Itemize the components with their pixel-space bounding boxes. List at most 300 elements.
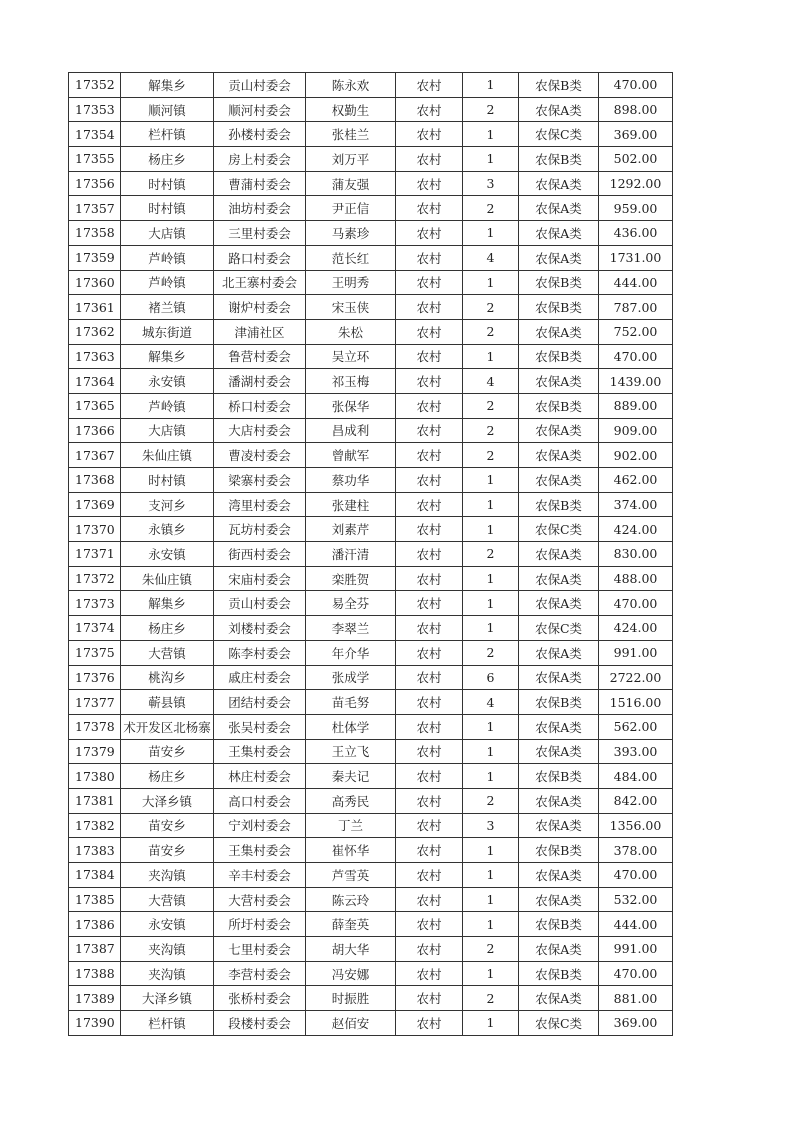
area-type-cell: 农村 bbox=[396, 640, 463, 665]
insurance-category-cell: 农保A类 bbox=[519, 665, 599, 690]
insurance-category-cell: 农保A类 bbox=[519, 443, 599, 468]
insurance-category-cell: 农保A类 bbox=[519, 937, 599, 962]
village-committee-cell: 湾里村委会 bbox=[214, 492, 306, 517]
table-row bbox=[69, 591, 673, 616]
area-type-cell: 农村 bbox=[396, 937, 463, 962]
record-id-cell: 17361 bbox=[69, 295, 121, 320]
village-committee-cell: 街西村委会 bbox=[214, 542, 306, 567]
record-id-cell: 17385 bbox=[69, 887, 121, 912]
village-committee-cell: 三里村委会 bbox=[214, 221, 306, 246]
household-count-cell: 1 bbox=[463, 912, 519, 937]
record-id-cell: 17380 bbox=[69, 764, 121, 789]
household-count-cell: 1 bbox=[463, 714, 519, 739]
area-type-cell: 农村 bbox=[396, 468, 463, 493]
household-count-cell: 2 bbox=[463, 196, 519, 221]
amount-cell: 830.00 bbox=[599, 542, 673, 567]
amount-cell: 889.00 bbox=[599, 393, 673, 418]
village-committee-cell: 王集村委会 bbox=[214, 838, 306, 863]
village-committee-cell: 张桥村委会 bbox=[214, 986, 306, 1011]
amount-cell: 470.00 bbox=[599, 961, 673, 986]
person-name-cell: 易全芬 bbox=[306, 591, 396, 616]
record-id-cell: 17358 bbox=[69, 221, 121, 246]
township-cell: 苗安乡 bbox=[121, 838, 214, 863]
township-cell: 大店镇 bbox=[121, 221, 214, 246]
record-id-cell: 17370 bbox=[69, 517, 121, 542]
township-cell: 褚兰镇 bbox=[121, 295, 214, 320]
township-cell: 时村镇 bbox=[121, 171, 214, 196]
village-committee-cell: 潘湖村委会 bbox=[214, 369, 306, 394]
person-name-cell: 刘万平 bbox=[306, 147, 396, 172]
insurance-category-cell: 农保B类 bbox=[519, 838, 599, 863]
amount-cell: 1292.00 bbox=[599, 171, 673, 196]
record-id-cell: 17376 bbox=[69, 665, 121, 690]
household-count-cell: 1 bbox=[463, 147, 519, 172]
insurance-category-cell: 农保B类 bbox=[519, 912, 599, 937]
record-id-cell: 17357 bbox=[69, 196, 121, 221]
area-type-cell: 农村 bbox=[396, 196, 463, 221]
amount-cell: 424.00 bbox=[599, 616, 673, 641]
area-type-cell: 农村 bbox=[396, 344, 463, 369]
table-row bbox=[69, 788, 673, 813]
table-row bbox=[69, 295, 673, 320]
table-row bbox=[69, 863, 673, 888]
township-cell: 芦岭镇 bbox=[121, 270, 214, 295]
insurance-category-cell: 农保A类 bbox=[519, 542, 599, 567]
person-name-cell: 高秀民 bbox=[306, 788, 396, 813]
person-name-cell: 李翠兰 bbox=[306, 616, 396, 641]
person-name-cell: 崔怀华 bbox=[306, 838, 396, 863]
village-committee-cell: 王集村委会 bbox=[214, 739, 306, 764]
table-row bbox=[69, 813, 673, 838]
household-count-cell: 2 bbox=[463, 443, 519, 468]
household-count-cell: 1 bbox=[463, 591, 519, 616]
amount-cell: 1516.00 bbox=[599, 690, 673, 715]
record-id-cell: 17364 bbox=[69, 369, 121, 394]
table-row bbox=[69, 1011, 673, 1036]
area-type-cell: 农村 bbox=[396, 838, 463, 863]
township-cell: 杨庄乡 bbox=[121, 616, 214, 641]
area-type-cell: 农村 bbox=[396, 961, 463, 986]
person-name-cell: 杜体学 bbox=[306, 714, 396, 739]
record-id-cell: 17388 bbox=[69, 961, 121, 986]
household-count-cell: 3 bbox=[463, 813, 519, 838]
person-name-cell: 宋玉侠 bbox=[306, 295, 396, 320]
area-type-cell: 农村 bbox=[396, 393, 463, 418]
household-count-cell: 1 bbox=[463, 468, 519, 493]
area-type-cell: 农村 bbox=[396, 764, 463, 789]
household-count-cell: 1 bbox=[463, 517, 519, 542]
table-row bbox=[69, 122, 673, 147]
record-id-cell: 17366 bbox=[69, 418, 121, 443]
village-committee-cell: 津浦社区 bbox=[214, 319, 306, 344]
area-type-cell: 农村 bbox=[396, 517, 463, 542]
record-id-cell: 17386 bbox=[69, 912, 121, 937]
household-count-cell: 1 bbox=[463, 270, 519, 295]
amount-cell: 502.00 bbox=[599, 147, 673, 172]
amount-cell: 470.00 bbox=[599, 591, 673, 616]
village-committee-cell: 张吴村委会 bbox=[214, 714, 306, 739]
household-count-cell: 1 bbox=[463, 1011, 519, 1036]
area-type-cell: 农村 bbox=[396, 369, 463, 394]
household-count-cell: 2 bbox=[463, 542, 519, 567]
person-name-cell: 陈永欢 bbox=[306, 73, 396, 98]
record-id-cell: 17359 bbox=[69, 245, 121, 270]
area-type-cell: 农村 bbox=[396, 986, 463, 1011]
township-cell: 夹沟镇 bbox=[121, 961, 214, 986]
village-committee-cell: 瓦坊村委会 bbox=[214, 517, 306, 542]
area-type-cell: 农村 bbox=[396, 147, 463, 172]
amount-cell: 378.00 bbox=[599, 838, 673, 863]
amount-cell: 444.00 bbox=[599, 270, 673, 295]
household-count-cell: 2 bbox=[463, 640, 519, 665]
insurance-category-cell: 农保C类 bbox=[519, 1011, 599, 1036]
table-row bbox=[69, 690, 673, 715]
area-type-cell: 农村 bbox=[396, 616, 463, 641]
amount-cell: 488.00 bbox=[599, 566, 673, 591]
household-count-cell: 1 bbox=[463, 961, 519, 986]
amount-cell: 1439.00 bbox=[599, 369, 673, 394]
amount-cell: 991.00 bbox=[599, 937, 673, 962]
village-committee-cell: 油坊村委会 bbox=[214, 196, 306, 221]
household-count-cell: 4 bbox=[463, 245, 519, 270]
record-id-cell: 17383 bbox=[69, 838, 121, 863]
township-cell: 苗安乡 bbox=[121, 813, 214, 838]
person-name-cell: 马素珍 bbox=[306, 221, 396, 246]
township-cell: 大泽乡镇 bbox=[121, 986, 214, 1011]
village-committee-cell: 北王寨村委会 bbox=[214, 270, 306, 295]
household-count-cell: 1 bbox=[463, 492, 519, 517]
village-committee-cell: 段楼村委会 bbox=[214, 1011, 306, 1036]
township-cell: 蕲县镇 bbox=[121, 690, 214, 715]
table-row bbox=[69, 616, 673, 641]
amount-cell: 444.00 bbox=[599, 912, 673, 937]
township-cell: 时村镇 bbox=[121, 196, 214, 221]
table-row bbox=[69, 566, 673, 591]
person-name-cell: 张成学 bbox=[306, 665, 396, 690]
record-id-cell: 17379 bbox=[69, 739, 121, 764]
table-row bbox=[69, 97, 673, 122]
person-name-cell: 蔡功华 bbox=[306, 468, 396, 493]
household-count-cell: 2 bbox=[463, 295, 519, 320]
record-id-cell: 17353 bbox=[69, 97, 121, 122]
person-name-cell: 陈云玲 bbox=[306, 887, 396, 912]
record-id-cell: 17372 bbox=[69, 566, 121, 591]
village-committee-cell: 刘楼村委会 bbox=[214, 616, 306, 641]
insurance-category-cell: 农保B类 bbox=[519, 764, 599, 789]
area-type-cell: 农村 bbox=[396, 295, 463, 320]
record-id-cell: 17365 bbox=[69, 393, 121, 418]
record-id-cell: 17377 bbox=[69, 690, 121, 715]
person-name-cell: 王明秀 bbox=[306, 270, 396, 295]
household-count-cell: 1 bbox=[463, 887, 519, 912]
household-count-cell: 1 bbox=[463, 838, 519, 863]
person-name-cell: 范长红 bbox=[306, 245, 396, 270]
person-name-cell: 张保华 bbox=[306, 393, 396, 418]
insurance-category-cell: 农保A类 bbox=[519, 863, 599, 888]
table-body bbox=[69, 73, 673, 1036]
person-name-cell: 昌成利 bbox=[306, 418, 396, 443]
insurance-category-cell: 农保A类 bbox=[519, 640, 599, 665]
person-name-cell: 刘素芹 bbox=[306, 517, 396, 542]
township-cell: 永安镇 bbox=[121, 542, 214, 567]
record-id-cell: 17381 bbox=[69, 788, 121, 813]
area-type-cell: 农村 bbox=[396, 245, 463, 270]
table-row bbox=[69, 517, 673, 542]
table-row bbox=[69, 665, 673, 690]
area-type-cell: 农村 bbox=[396, 813, 463, 838]
table-row bbox=[69, 764, 673, 789]
village-committee-cell: 宁刘村委会 bbox=[214, 813, 306, 838]
person-name-cell: 潘汗清 bbox=[306, 542, 396, 567]
village-committee-cell: 贡山村委会 bbox=[214, 73, 306, 98]
record-id-cell: 17384 bbox=[69, 863, 121, 888]
person-name-cell: 张桂兰 bbox=[306, 122, 396, 147]
amount-cell: 562.00 bbox=[599, 714, 673, 739]
table-row bbox=[69, 492, 673, 517]
village-committee-cell: 贡山村委会 bbox=[214, 591, 306, 616]
township-cell: 城东街道 bbox=[121, 319, 214, 344]
person-name-cell: 王立飞 bbox=[306, 739, 396, 764]
person-name-cell: 尹正信 bbox=[306, 196, 396, 221]
record-id-cell: 17389 bbox=[69, 986, 121, 1011]
insurance-category-cell: 农保B类 bbox=[519, 961, 599, 986]
person-name-cell: 芦雪英 bbox=[306, 863, 396, 888]
area-type-cell: 农村 bbox=[396, 591, 463, 616]
township-cell: 朱仙庄镇 bbox=[121, 443, 214, 468]
table-row bbox=[69, 196, 673, 221]
township-cell: 夹沟镇 bbox=[121, 937, 214, 962]
table-row bbox=[69, 838, 673, 863]
household-count-cell: 2 bbox=[463, 788, 519, 813]
insurance-category-cell: 农保A类 bbox=[519, 591, 599, 616]
village-committee-cell: 辛丰村委会 bbox=[214, 863, 306, 888]
village-committee-cell: 陈李村委会 bbox=[214, 640, 306, 665]
area-type-cell: 农村 bbox=[396, 690, 463, 715]
person-name-cell: 曾献军 bbox=[306, 443, 396, 468]
village-committee-cell: 林庄村委会 bbox=[214, 764, 306, 789]
village-committee-cell: 宋庙村委会 bbox=[214, 566, 306, 591]
record-id-cell: 17378 bbox=[69, 714, 121, 739]
person-name-cell: 冯安娜 bbox=[306, 961, 396, 986]
person-name-cell: 时振胜 bbox=[306, 986, 396, 1011]
township-cell: 术开发区北杨寨 bbox=[121, 714, 214, 739]
insurance-category-cell: 农保A类 bbox=[519, 245, 599, 270]
household-count-cell: 3 bbox=[463, 171, 519, 196]
township-cell: 时村镇 bbox=[121, 468, 214, 493]
amount-cell: 909.00 bbox=[599, 418, 673, 443]
household-count-cell: 2 bbox=[463, 937, 519, 962]
area-type-cell: 农村 bbox=[396, 665, 463, 690]
amount-cell: 898.00 bbox=[599, 97, 673, 122]
amount-cell: 470.00 bbox=[599, 344, 673, 369]
village-committee-cell: 戚庄村委会 bbox=[214, 665, 306, 690]
table-row bbox=[69, 443, 673, 468]
records-table bbox=[68, 72, 673, 1036]
insurance-category-cell: 农保C类 bbox=[519, 517, 599, 542]
amount-cell: 484.00 bbox=[599, 764, 673, 789]
area-type-cell: 农村 bbox=[396, 122, 463, 147]
person-name-cell: 薛奎英 bbox=[306, 912, 396, 937]
township-cell: 支河乡 bbox=[121, 492, 214, 517]
township-cell: 苗安乡 bbox=[121, 739, 214, 764]
table-row bbox=[69, 221, 673, 246]
insurance-category-cell: 农保B类 bbox=[519, 147, 599, 172]
person-name-cell: 秦夫记 bbox=[306, 764, 396, 789]
record-id-cell: 17371 bbox=[69, 542, 121, 567]
township-cell: 解集乡 bbox=[121, 344, 214, 369]
household-count-cell: 1 bbox=[463, 616, 519, 641]
area-type-cell: 农村 bbox=[396, 221, 463, 246]
person-name-cell: 吴立环 bbox=[306, 344, 396, 369]
insurance-category-cell: 农保A类 bbox=[519, 319, 599, 344]
household-count-cell: 2 bbox=[463, 319, 519, 344]
amount-cell: 369.00 bbox=[599, 122, 673, 147]
table-row bbox=[69, 542, 673, 567]
amount-cell: 902.00 bbox=[599, 443, 673, 468]
village-committee-cell: 七里村委会 bbox=[214, 937, 306, 962]
table-row bbox=[69, 171, 673, 196]
insurance-category-cell: 农保A类 bbox=[519, 986, 599, 1011]
village-committee-cell: 曹蒲村委会 bbox=[214, 171, 306, 196]
table-row bbox=[69, 912, 673, 937]
table-row bbox=[69, 739, 673, 764]
insurance-category-cell: 农保B类 bbox=[519, 690, 599, 715]
record-id-cell: 17356 bbox=[69, 171, 121, 196]
table-row bbox=[69, 986, 673, 1011]
area-type-cell: 农村 bbox=[396, 863, 463, 888]
area-type-cell: 农村 bbox=[396, 97, 463, 122]
insurance-category-cell: 农保A类 bbox=[519, 369, 599, 394]
record-id-cell: 17363 bbox=[69, 344, 121, 369]
table-row bbox=[69, 147, 673, 172]
village-committee-cell: 大店村委会 bbox=[214, 418, 306, 443]
amount-cell: 470.00 bbox=[599, 863, 673, 888]
insurance-category-cell: 农保A类 bbox=[519, 739, 599, 764]
insurance-category-cell: 农保A类 bbox=[519, 97, 599, 122]
household-count-cell: 1 bbox=[463, 566, 519, 591]
household-count-cell: 1 bbox=[463, 221, 519, 246]
township-cell: 杨庄乡 bbox=[121, 147, 214, 172]
township-cell: 栏杆镇 bbox=[121, 122, 214, 147]
insurance-category-cell: 农保B类 bbox=[519, 270, 599, 295]
village-committee-cell: 团结村委会 bbox=[214, 690, 306, 715]
amount-cell: 369.00 bbox=[599, 1011, 673, 1036]
household-count-cell: 1 bbox=[463, 73, 519, 98]
village-committee-cell: 大营村委会 bbox=[214, 887, 306, 912]
amount-cell: 787.00 bbox=[599, 295, 673, 320]
person-name-cell: 朱松 bbox=[306, 319, 396, 344]
insurance-category-cell: 农保B类 bbox=[519, 73, 599, 98]
record-id-cell: 17374 bbox=[69, 616, 121, 641]
village-committee-cell: 所圩村委会 bbox=[214, 912, 306, 937]
insurance-category-cell: 农保B类 bbox=[519, 295, 599, 320]
amount-cell: 842.00 bbox=[599, 788, 673, 813]
township-cell: 大泽乡镇 bbox=[121, 788, 214, 813]
household-count-cell: 4 bbox=[463, 690, 519, 715]
table-row bbox=[69, 640, 673, 665]
area-type-cell: 农村 bbox=[396, 73, 463, 98]
township-cell: 永安镇 bbox=[121, 369, 214, 394]
village-committee-cell: 孙楼村委会 bbox=[214, 122, 306, 147]
insurance-category-cell: 农保A类 bbox=[519, 887, 599, 912]
insurance-category-cell: 农保A类 bbox=[519, 788, 599, 813]
household-count-cell: 6 bbox=[463, 665, 519, 690]
household-count-cell: 2 bbox=[463, 986, 519, 1011]
household-count-cell: 1 bbox=[463, 739, 519, 764]
table-row bbox=[69, 393, 673, 418]
person-name-cell: 张建柱 bbox=[306, 492, 396, 517]
insurance-category-cell: 农保A类 bbox=[519, 196, 599, 221]
area-type-cell: 农村 bbox=[396, 887, 463, 912]
township-cell: 解集乡 bbox=[121, 591, 214, 616]
record-id-cell: 17375 bbox=[69, 640, 121, 665]
record-id-cell: 17387 bbox=[69, 937, 121, 962]
household-count-cell: 2 bbox=[463, 418, 519, 443]
village-committee-cell: 曹凌村委会 bbox=[214, 443, 306, 468]
table-row bbox=[69, 887, 673, 912]
person-name-cell: 蒲友强 bbox=[306, 171, 396, 196]
household-count-cell: 1 bbox=[463, 764, 519, 789]
insurance-category-cell: 农保A类 bbox=[519, 566, 599, 591]
area-type-cell: 农村 bbox=[396, 788, 463, 813]
amount-cell: 393.00 bbox=[599, 739, 673, 764]
record-id-cell: 17352 bbox=[69, 73, 121, 98]
amount-cell: 2722.00 bbox=[599, 665, 673, 690]
area-type-cell: 农村 bbox=[396, 171, 463, 196]
insurance-category-cell: 农保C类 bbox=[519, 122, 599, 147]
household-count-cell: 2 bbox=[463, 393, 519, 418]
amount-cell: 462.00 bbox=[599, 468, 673, 493]
amount-cell: 881.00 bbox=[599, 986, 673, 1011]
village-committee-cell: 路口村委会 bbox=[214, 245, 306, 270]
amount-cell: 424.00 bbox=[599, 517, 673, 542]
township-cell: 栏杆镇 bbox=[121, 1011, 214, 1036]
township-cell: 永镇乡 bbox=[121, 517, 214, 542]
area-type-cell: 农村 bbox=[396, 418, 463, 443]
table-row bbox=[69, 344, 673, 369]
person-name-cell: 胡大华 bbox=[306, 937, 396, 962]
township-cell: 芦岭镇 bbox=[121, 245, 214, 270]
township-cell: 大店镇 bbox=[121, 418, 214, 443]
person-name-cell: 苗毛努 bbox=[306, 690, 396, 715]
township-cell: 桃沟乡 bbox=[121, 665, 214, 690]
village-committee-cell: 桥口村委会 bbox=[214, 393, 306, 418]
record-id-cell: 17382 bbox=[69, 813, 121, 838]
record-id-cell: 17354 bbox=[69, 122, 121, 147]
area-type-cell: 农村 bbox=[396, 319, 463, 344]
township-cell: 芦岭镇 bbox=[121, 393, 214, 418]
table-row bbox=[69, 319, 673, 344]
table-row bbox=[69, 961, 673, 986]
household-count-cell: 4 bbox=[463, 369, 519, 394]
insurance-category-cell: 农保A类 bbox=[519, 418, 599, 443]
record-id-cell: 17360 bbox=[69, 270, 121, 295]
township-cell: 永安镇 bbox=[121, 912, 214, 937]
insurance-category-cell: 农保A类 bbox=[519, 221, 599, 246]
area-type-cell: 农村 bbox=[396, 739, 463, 764]
household-count-cell: 1 bbox=[463, 122, 519, 147]
village-committee-cell: 鲁营村委会 bbox=[214, 344, 306, 369]
village-committee-cell: 梁寨村委会 bbox=[214, 468, 306, 493]
insurance-category-cell: 农保B类 bbox=[519, 393, 599, 418]
amount-cell: 1731.00 bbox=[599, 245, 673, 270]
household-count-cell: 1 bbox=[463, 344, 519, 369]
insurance-category-cell: 农保C类 bbox=[519, 616, 599, 641]
table-row bbox=[69, 468, 673, 493]
township-cell: 顺河镇 bbox=[121, 97, 214, 122]
township-cell: 杨庄乡 bbox=[121, 764, 214, 789]
amount-cell: 752.00 bbox=[599, 319, 673, 344]
